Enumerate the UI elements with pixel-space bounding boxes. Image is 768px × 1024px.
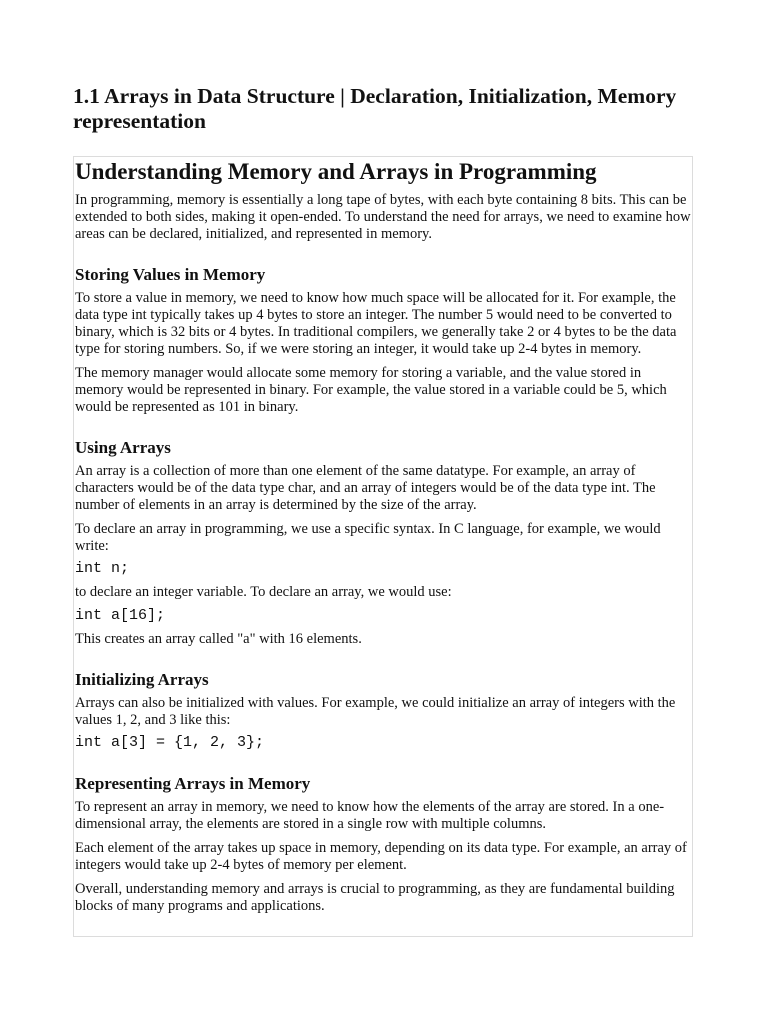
page-title: 1.1 Arrays in Data Structure | Declaration, Initialization, Memory representation <box>73 84 677 133</box>
representing-heading: Representing Arrays in Memory <box>75 774 311 793</box>
code-declare-int: int n; <box>75 560 130 577</box>
code-declare-array: int a[16]; <box>75 607 166 624</box>
storing-paragraph-2: The memory manager would allocate some memory for storing a variable, and the value stored in memory would be represented in binary. For example, the value stored in a variable could be 5, which would be represented as 101 in binary. <box>75 365 667 415</box>
representing-paragraph-2: Each element of the array takes up space in memory, depending on its data type. For example, an array of integers would take up 2-4 bytes of memory per element. <box>75 840 687 873</box>
article-title: Understanding Memory and Arrays in Programming <box>75 159 597 184</box>
initializing-paragraph-1: Arrays can also be initialized with values. For example, we could initialize an array of integers with the values 1, 2, and 3 like this: <box>75 695 676 728</box>
using-paragraph-3: to declare an integer variable. To declare an array, we would use: <box>75 584 452 600</box>
storing-paragraph-1: To store a value in memory, we need to know how much space will be allocated for it. For example, the data type int typically takes up 4 bytes to store an integer. The number 5 would need to be converted to binary, which is 32 bits or 4 bytes. In traditional compilers, we generally take 2 or 4 bytes to be the data type for storing numbers. So, if we were storing an integer, it would take up 2-4 bytes in memory. <box>75 290 677 357</box>
using-paragraph-1: An array is a collection of more than one element of the same datatype. For example, an array of characters would be of the data type char, and an array of integers would be of the data type int. The number of elements in an array is determined by the size of the array. <box>75 463 656 513</box>
using-heading: Using Arrays <box>75 438 171 457</box>
intro-paragraph: In programming, memory is essentially a long tape of bytes, with each byte containing 8 bits. This can be extended to both sides, making it open-ended. To understand the need for arrays, we need to examine how areas can be declared, initialized, and represented in memory. <box>75 192 691 242</box>
code-initialize-array: int a[3] = {1, 2, 3}; <box>75 734 265 751</box>
storing-heading: Storing Values in Memory <box>75 265 266 284</box>
article-box <box>73 156 693 937</box>
representing-paragraph-1: To represent an array in memory, we need to know how the elements of the array are stored. In a one-dimensional array, the elements are stored in a single row with multiple columns. <box>75 799 665 832</box>
using-paragraph-2: To declare an array in programming, we use a specific syntax. In C language, for example, we would write: <box>75 521 661 554</box>
representing-paragraph-3: Overall, understanding memory and arrays is crucial to programming, as they are fundamental building blocks of many programs and applications. <box>75 881 675 914</box>
initializing-heading: Initializing Arrays <box>75 670 209 689</box>
using-paragraph-4: This creates an array called "a" with 16 elements. <box>75 631 362 647</box>
